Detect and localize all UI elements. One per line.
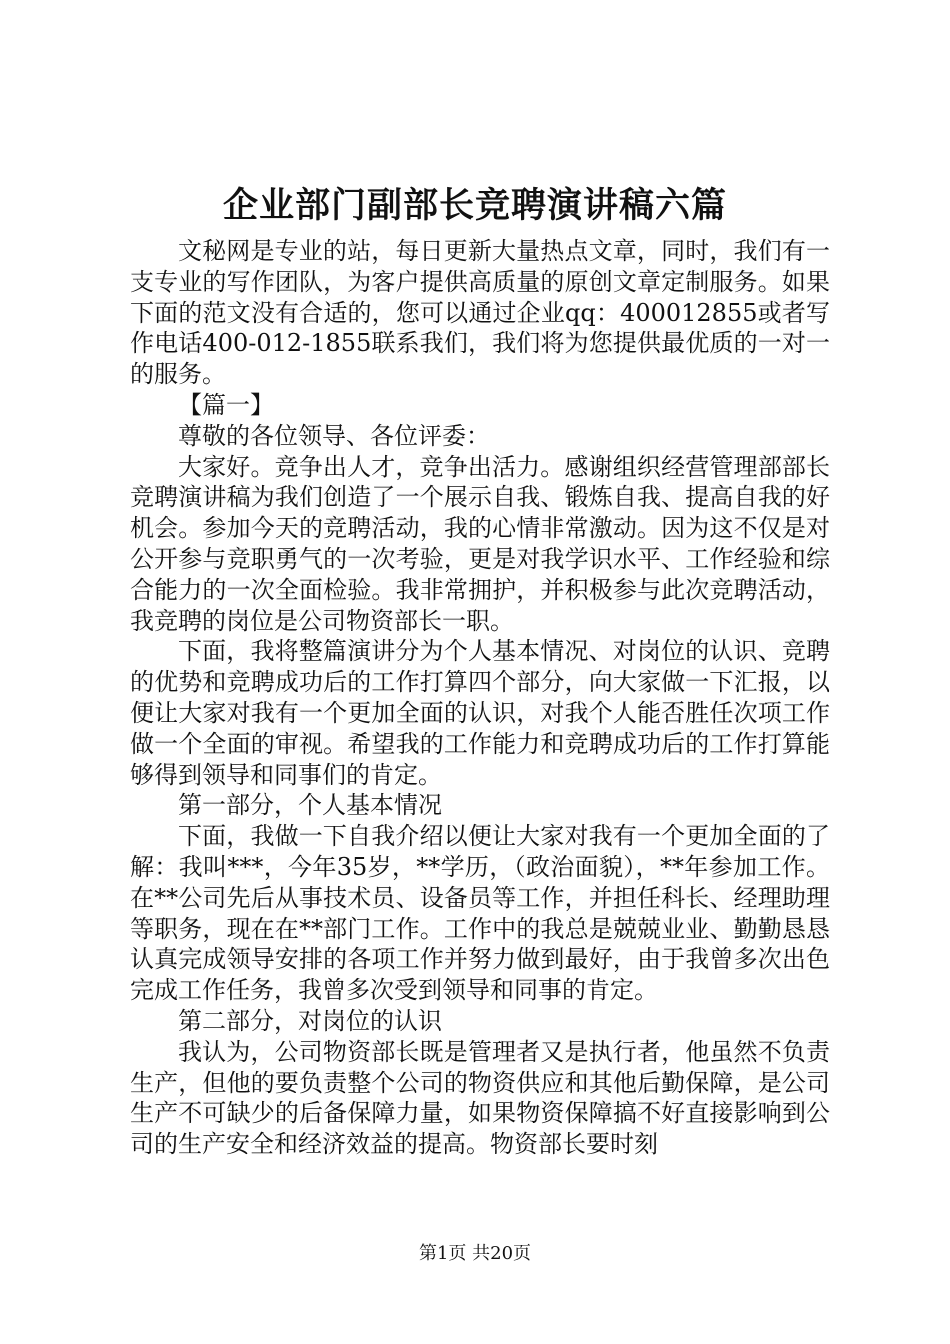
document-title: 企业部门副部长竞聘演讲稿六篇 xyxy=(222,185,727,226)
paragraph-outline: 下面，我将整篇演讲分为个人基本情况、对岗位的认识、竞聘的优势和竞聘成功后的工作打算四个部分，向大家做一下汇报，以便让大家对我有一个更加全面的认识，对我个人能否胜任次项工作做一个全面的审视。希望我的工作能力和竞聘成功后的工作打算能够得到领导和同事们的肯定。 xyxy=(130,637,830,789)
paragraph-position-understanding: 我认为，公司物资部长既是管理者又是执行者，他虽然不负责生产，但他的要负责整个公司的物资供应和其他后勤保障，是公司生产不可缺少的后备保障力量，如果物资保障搞不好直接影响到公司的生产安全和经济效益的提高。物资部长要时刻 xyxy=(130,1037,830,1159)
subheading-position-understanding: 第二部分，对岗位的认识 xyxy=(178,1006,442,1035)
section-heading-part-one: 【篇一】 xyxy=(178,390,274,419)
page-footer: 第1页 共20页 xyxy=(418,1243,532,1264)
subheading-personal-info: 第一部分，个人基本情况 xyxy=(178,791,442,820)
paragraph-greeting: 大家好。竞争出人才，竞争出活力。感谢组织经营管理部部长竞聘演讲稿为我们创造了一个展示自我、锻炼自我、提高自我的好机会。参加今天的竞聘活动，我的心情非常激动。因为这不仅是对公开参与竞职勇气的一次考验，更是对我学识水平、工作经验和综合能力的一次全面检验。我非常拥护，并积极参与此次竞聘活动，我竞聘的岗位是公司物资部长一职。 xyxy=(130,452,830,635)
paragraph-intro: 文秘网是专业的站，每日更新大量热点文章，同时，我们有一支专业的写作团队，为客户提供高质量的原创文章定制服务。如果下面的范文没有合适的，您可以通过企业qq：400012855或者写作电话400-012-1855联系我们，我们将为您提供最优质的一对一的服务。 xyxy=(130,237,830,389)
document-body xyxy=(130,236,830,1160)
paragraph-personal-info: 下面，我做一下自我介绍以便让大家对我有一个更加全面的了解：我叫***，今年35岁，**学历，（政治面貌），**年参加工作。在**公司先后从事技术员、设备员等工作，并担任科长、经理助理等职务，现在在**部门工作。工作中的我总是兢兢业业、勤勤恳恳认真完成领导安排的各项工作并努力做到最好，由于我曾多次出色完成工作任务，我曾多次受到领导和同事的肯定。 xyxy=(130,822,830,1005)
paragraph-salutation: 尊敬的各位领导、各位评委： xyxy=(178,421,490,450)
